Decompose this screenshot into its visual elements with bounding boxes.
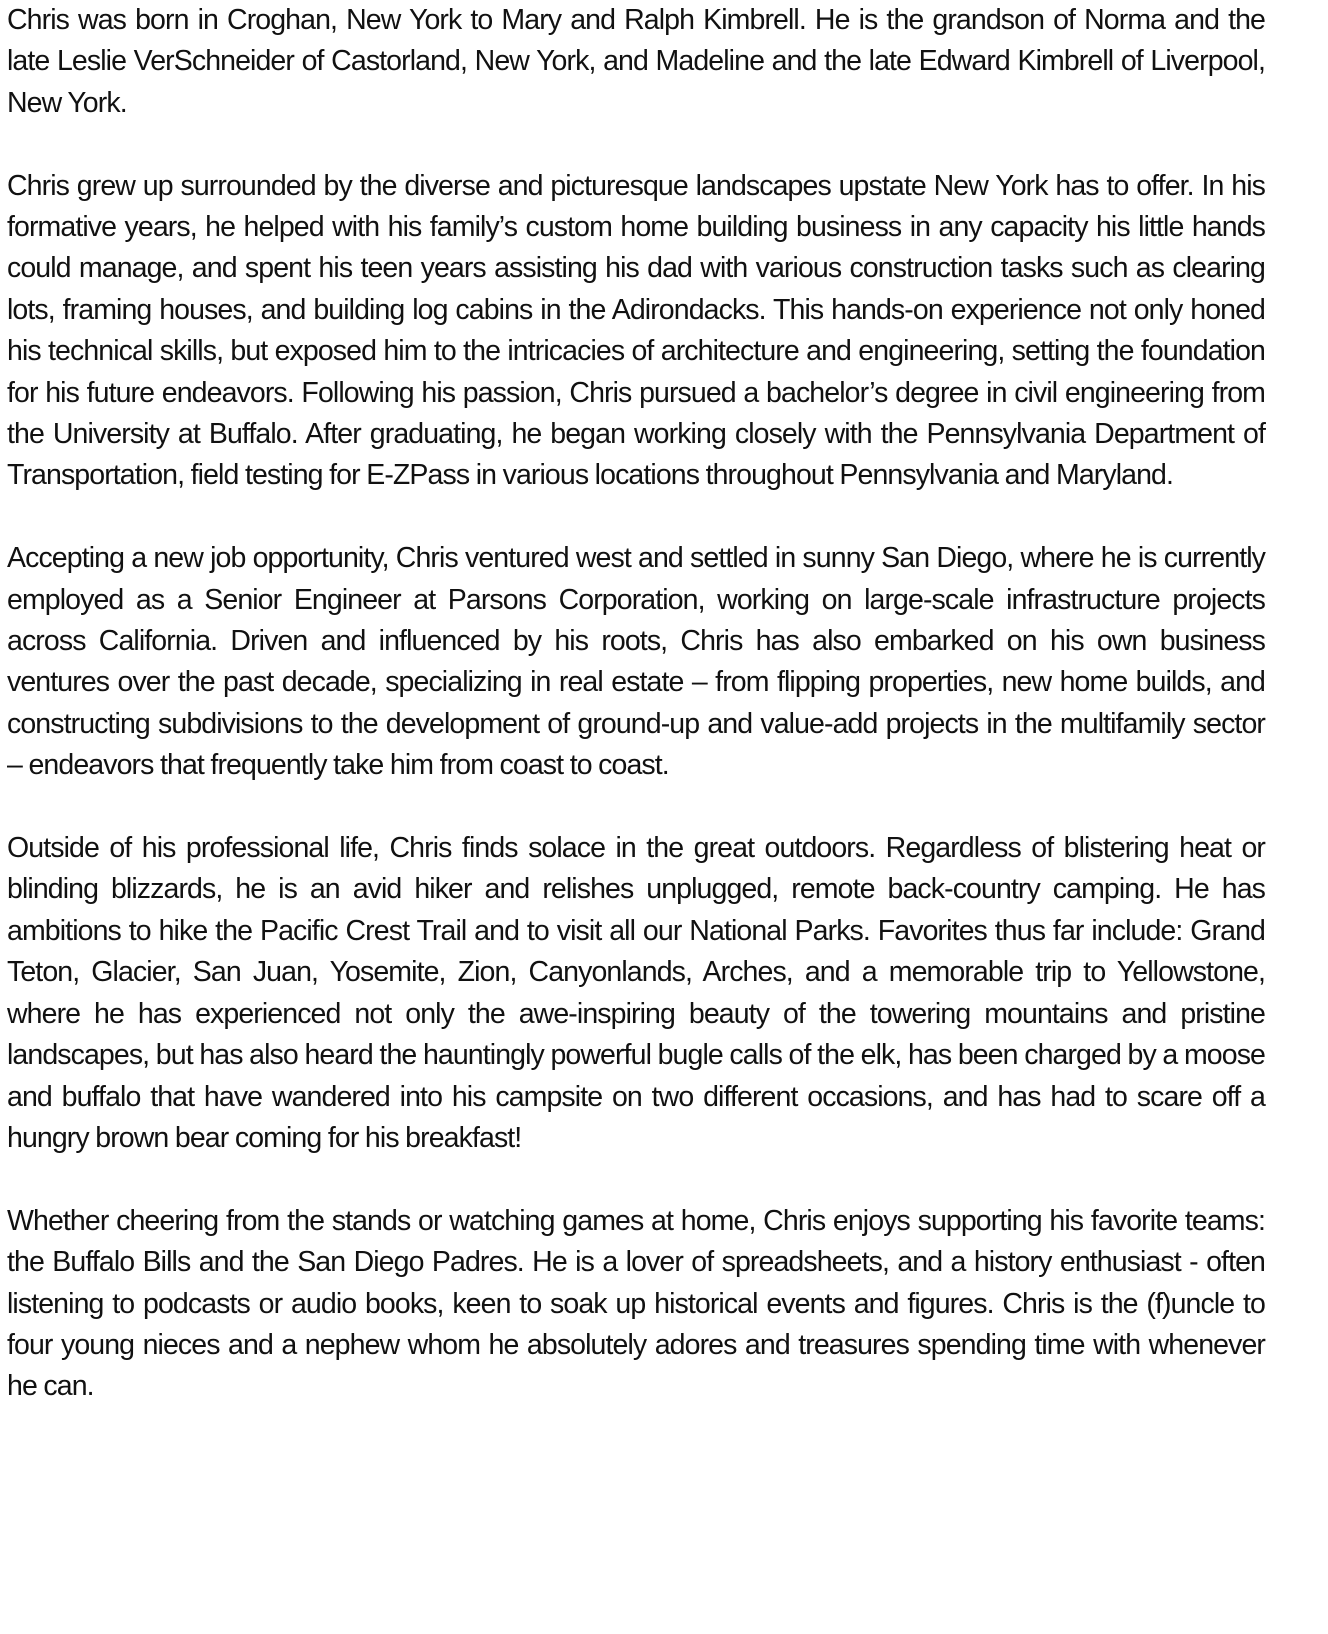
paragraph-outdoors: Outside of his professional life, Chris finds solace in the great outdoors. Regardless of blistering heat or blinding blizzards, he is an avid hiker and relishes unplugged, remote back-country camping. He has ambitions to hike the Pacific Crest Trail and to visit all our National Parks. Favorites thus far include: Grand Teton, Glacier, San Juan, Yosemite, Zion, Canyonlands, Arches, and a memorable trip to Yellowstone, where he has experienced not only the awe-inspiring beauty of the towering mountains and pristine landscapes, but has also heard the hauntingly powerful bugle calls of the elk, has been charged by a moose and buffalo that have wandered into his campsite on two different occasions, and has had to scare off a hungry brown bear coming for his breakfast! bbox=[7, 832, 1265, 1154]
paragraph-upbringing-education: Chris grew up surrounded by the diverse and picturesque landscapes upstate New York has to offer. In his formative years, he helped with his family’s custom home building business in any capacity his little hands could manage, and spent his teen years assisting his dad with various construction tasks such as clearing lots, framing houses, and building log cabins in the Adirondacks. This hands-on experience not only honed his technical skills, but exposed him to the intricacies of architecture and engineering, setting the foundation for his future endeavors. Following his passion, Chris pursued a bachelor’s degree in civil engineering from the University at Buffalo. After graduating, he began working closely with the Pennsylvania Department of Transportation, field testing for E-ZPass in various locations throughout Pennsylvania and Maryland. bbox=[7, 169, 1265, 492]
paragraph-career: Accepting a new job opportunity, Chris ventured west and settled in sunny San Diego, where he is currently employed as a Senior Engineer at Parsons Corporation, working on large-scale infrastructure projects across California. Driven and influenced by his roots, Chris has also embarked on his own business ventures over the past decade, specializing in real estate – from flipping properties, new home builds, and constructing subdivisions to the development of ground-up and value-add projects in the multifamily sector – endeavors that frequently take him from coast to coast. bbox=[7, 542, 1265, 782]
paragraph-interests-family: Whether cheering from the stands or watching games at home, Chris enjoys supporting his favorite teams: the Buffalo Bills and the San Diego Padres. He is a lover of spreadsheets, and a history enthusiast - often listening to podcasts or audio books, keen to soak up historical events and figures. Chris is the (f)uncle to four young nieces and a nephew whom he absolutely adores and treasures spending time with whenever he can. bbox=[7, 1204, 1265, 1403]
paragraph-family-background: Chris was born in Croghan, New York to Mary and Ralph Kimbrell. He is the grandson of Norma and the late Leslie VerSchneider of Castorland, New York, and Madeline and the late Edward Kimbrell of Liverpool, New York. bbox=[7, 4, 1265, 119]
document-body bbox=[7, 0, 1265, 1408]
